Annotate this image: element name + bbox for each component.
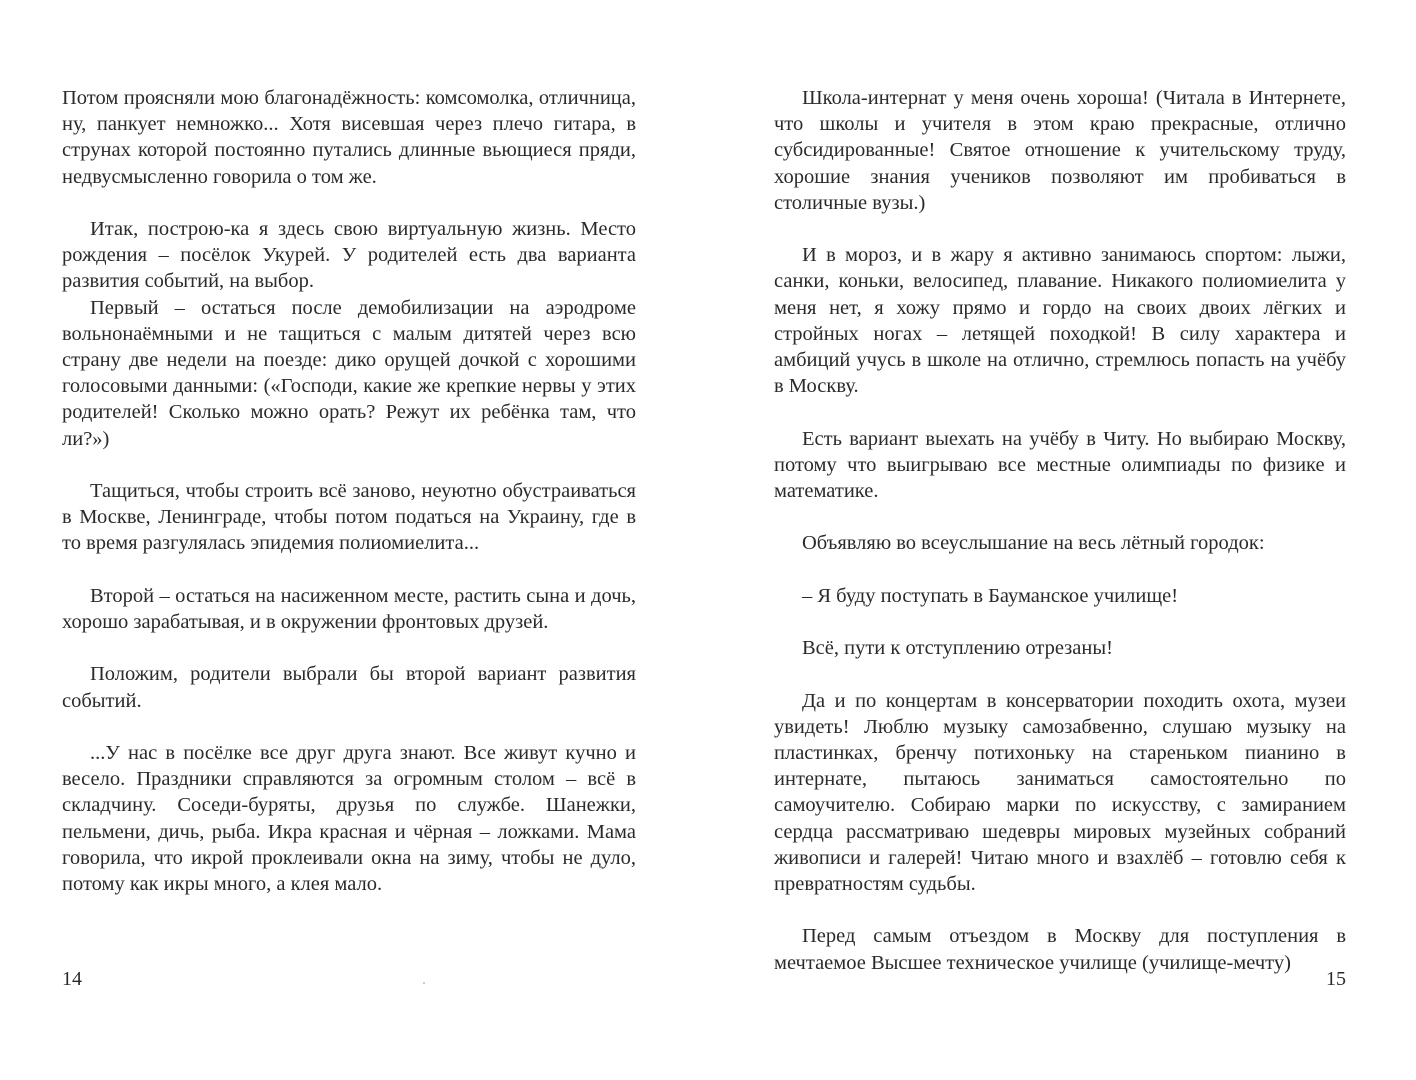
paragraph: Всё, пути к отступлению отрезаны! — [802, 637, 1113, 660]
paragraph-gap — [774, 504, 1346, 530]
paragraph-gap — [62, 190, 636, 216]
paragraph: И в мороз, и в жару я активно занимаюсь спортом: лыжи, санки, коньки, велосипед, плавание. Никакого полиомиелита у меня нет, я хожу прямо и гордо на своих двоих лёгких и стройных ногах – летящей походкой! В силу характера и амбиций учусь в школе на отлично, стремлюсь попасть на учёбу в Москву. — [774, 244, 1346, 398]
paragraph: Тащиться, чтобы строить всё заново, неуютно обустраиваться в Москве, Ленинграде, чтобы потом податься на Украину, где в то время разгулялась эпидемия полиомиелита... — [62, 480, 636, 555]
paragraph-gap — [774, 216, 1346, 242]
print-speck — [423, 982, 425, 984]
paragraph: – Я буду поступать в Бауманское училище! — [802, 584, 1179, 607]
left-page-text — [62, 85, 636, 897]
paragraph-gap — [774, 661, 1346, 687]
page-number: 14 — [62, 968, 82, 990]
paragraph: ...У нас в посёлке все друг друга знают. Все живут кучно и весело. Праздники справляются за огромным столом – всё в складчину. Соседи-буряты, друзья по службе. Шанежки, пельмени, дичь, рыба. Икра красная и чёрная – ложками. Мама говорила, что икрой проклеивали окна на зиму, чтобы не дуло, потому как икры много, а клея мало. — [62, 742, 636, 896]
paragraph: Потом проясняли мою благонадёжность: комсомолка, отличница, ну, панкует немножко... Хотя висевшая через плечо гитара, в струнах которой постоянно путались длинные вьющиеся пряди, недвусмысленно говорила о том же. — [62, 87, 636, 188]
paragraph: Школа-интернат у меня очень хороша! (Читала в Интернете, что школы и учителя в этом краю прекрасные, отлично субсидированные! Святое отношение к учительскому труду, хорошие знания учеников позволяют им пробиваться в столичные вузы.) — [774, 87, 1346, 214]
paragraph-gap — [774, 399, 1346, 425]
paragraph: Перед самым отъездом в Москву для поступления в мечтаемое Высшее техническое училище (училище-мечту) — [774, 925, 1346, 974]
paragraph: Первый – остаться после демобилизации на аэродроме вольнонаёмными и не тащиться с малым дитятей через всю страну две недели на поезде: дико орущей дочкой с хорошими голосовыми данными: («Господи, какие же крепкие нервы у этих родителей! Сколько можно орать? Режут их ребёнка там, что ли?») — [62, 296, 636, 450]
paragraph: Второй – остаться на насиженном месте, растить сына и дочь, хорошо зарабатывая, и в окружении фронтовых друзей. — [62, 584, 636, 634]
paragraph: Объявляю во всеуслышание на весь лётный городок: — [802, 532, 1265, 555]
right-page-text — [774, 85, 1346, 976]
paragraph: Есть вариант выехать на учёбу в Читу. Но выбираю Москву, потому что выигрываю все местные олимпиады по физике и математике. — [774, 427, 1346, 503]
paragraph-gap — [62, 557, 636, 583]
paragraph-gap — [774, 897, 1346, 923]
paragraph: Да и по концертам в консерватории походить охота, музеи увидеть! Люблю музыку самозабвенно, слушаю музыку на пластинках, бренчу потихоньку на стареньком пианино в интернате, пытаюсь заниматься самостоятельно по самоучителю. Собираю марки по искусству, с замиранием сердца рассматриваю шедевры мировых музейных собраний живописи и галерей! Читаю много и взахлёб – готовлю себя к превратностям судьбы. — [774, 689, 1346, 895]
page-number: 15 — [1326, 968, 1346, 990]
paragraph: Положим, родители выбрали бы второй вариант развития событий. — [62, 663, 636, 712]
paragraph-gap — [62, 452, 636, 478]
right-page — [774, 0, 1346, 1080]
paragraph-gap — [774, 557, 1346, 583]
left-page — [62, 0, 636, 1080]
paragraph-gap — [774, 609, 1346, 635]
paragraph-gap — [62, 714, 636, 740]
paragraph-gap — [62, 635, 636, 661]
paragraph: Итак, построю-ка я здесь свою виртуальную жизнь. Место рождения – посёлок Укурей. У родителей есть два варианта развития событий, на выбор. — [62, 218, 636, 293]
